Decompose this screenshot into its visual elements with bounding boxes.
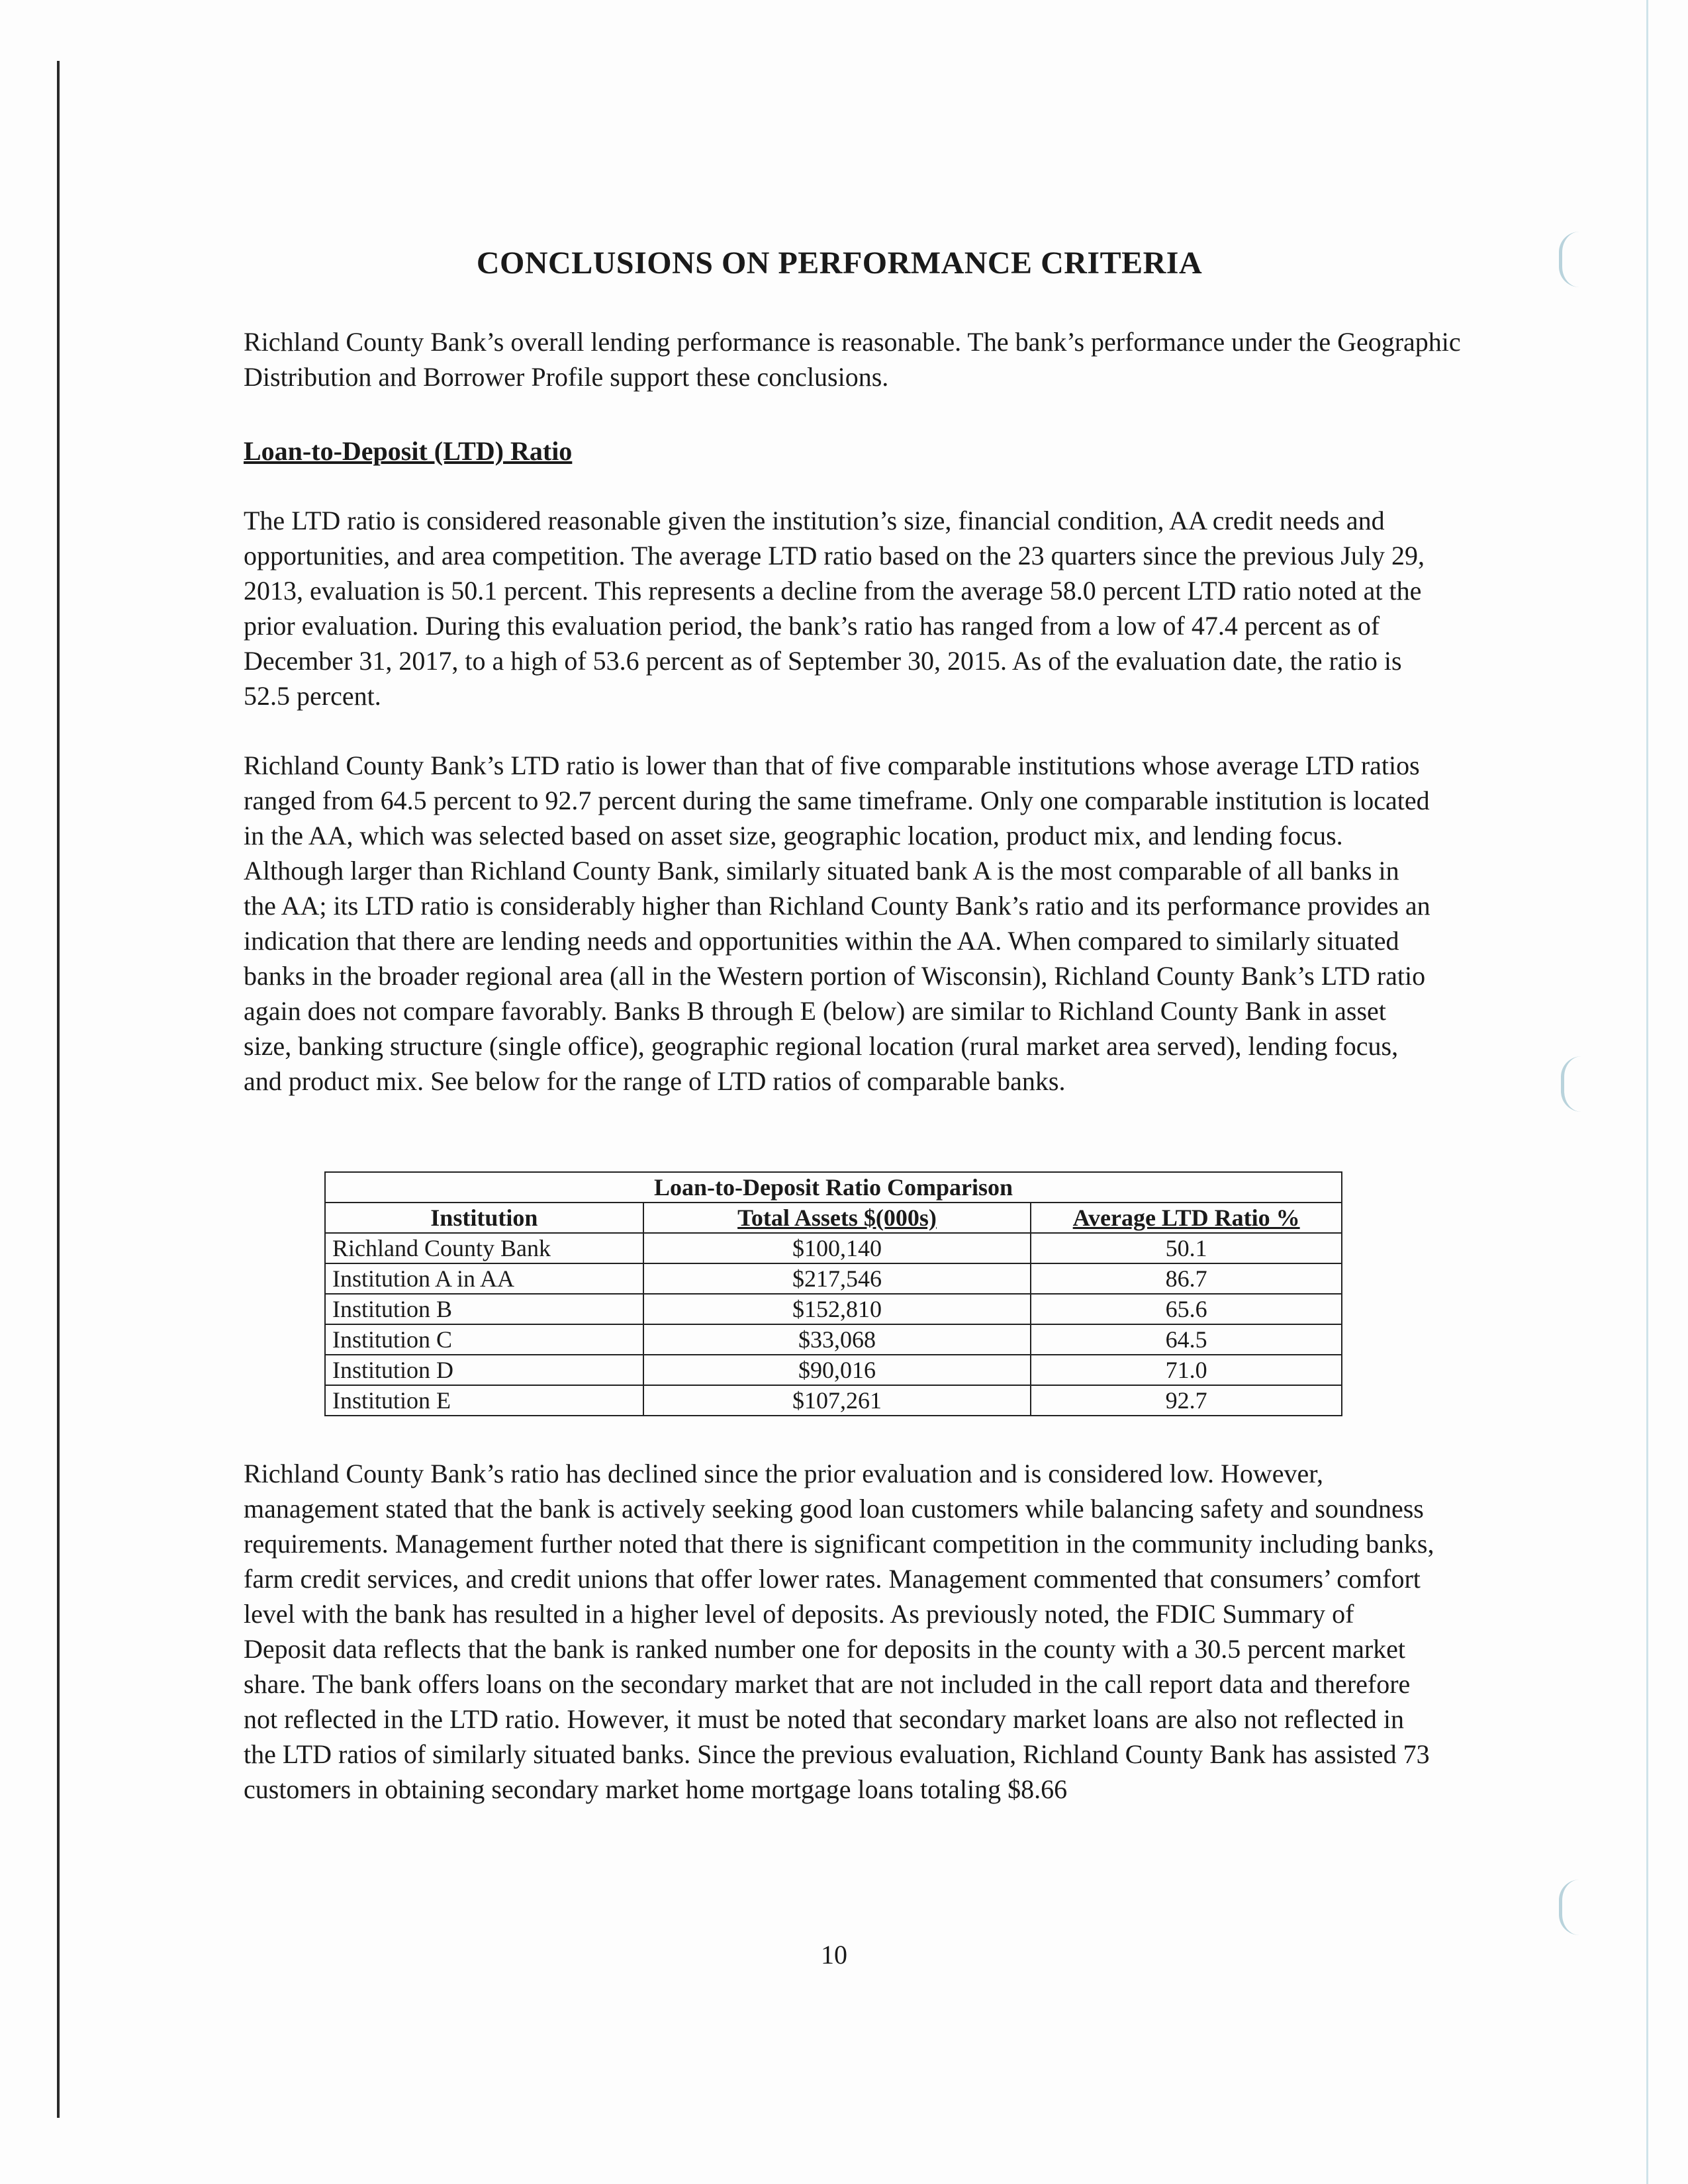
- header-total-assets: Total Assets $(000s): [643, 1203, 1031, 1233]
- table-row: [325, 1233, 1342, 1263]
- cell-average-ltd: 64.5: [1031, 1324, 1342, 1355]
- cell-institution: Institution A in AA: [325, 1263, 643, 1294]
- table-row: [325, 1324, 1342, 1355]
- cell-institution: Institution B: [325, 1294, 643, 1324]
- page-title: CONCLUSIONS ON PERFORMANCE CRITERIA: [476, 246, 1203, 281]
- section-heading: Loan-to-Deposit (LTD) Ratio: [244, 436, 573, 466]
- table-header-row: [325, 1203, 1342, 1233]
- header-average-ltd: Average LTD Ratio %: [1031, 1203, 1342, 1233]
- table-row: [325, 1355, 1342, 1385]
- ltd-paragraph-3: Richland County Bank’s ratio has declined since the prior evaluation and is considered low. However, management stated that the bank is actively seeking good loan customers while balancing safety and soundness requirements. Management further noted that there is significant competition in the community including banks, farm credit services, and credit unions that offer lower rates. Management commented that consumers’ comfort level with the bank has resulted in a higher level of deposits. As previously noted, the FDIC Summary of Deposit data reflects that the bank is ranked number one for deposits in the county with a 30.5 percent market share. The bank offers loans on the secondary market that are not included in the call report data and therefore not reflected in the LTD ratio. However, it must be noted that secondary market loans are also not reflected in the LTD ratios of similarly situated banks. Since the previous evaluation, Richland County Bank has assisted 73 customers in obtaining secondary market home mortgage loans totaling $8.66: [244, 1459, 1434, 1804]
- cell-total-assets: $100,140: [643, 1233, 1031, 1263]
- scan-left-rule: [57, 61, 60, 2118]
- cell-total-assets: $107,261: [643, 1385, 1031, 1416]
- intro-paragraph: Richland County Bank’s overall lending performance is reasonable. The bank’s performance under the Geographic Distribution and Borrower Profile support these conclusions.: [244, 327, 1461, 392]
- table-caption-row: [325, 1172, 1342, 1203]
- cell-average-ltd: 50.1: [1031, 1233, 1342, 1263]
- cell-average-ltd: 86.7: [1031, 1263, 1342, 1294]
- cell-institution: Institution D: [325, 1355, 643, 1385]
- cell-institution: Richland County Bank: [325, 1233, 643, 1263]
- punch-hole-top: [1559, 232, 1579, 287]
- cell-institution: Institution C: [325, 1324, 643, 1355]
- punch-hole-bottom: [1559, 1880, 1579, 1935]
- cell-average-ltd: 65.6: [1031, 1294, 1342, 1324]
- table-row: [325, 1294, 1342, 1324]
- page-number: 10: [821, 1940, 847, 1970]
- cell-average-ltd: 71.0: [1031, 1355, 1342, 1385]
- table-row: [325, 1385, 1342, 1416]
- cell-total-assets: $90,016: [643, 1355, 1031, 1385]
- ltd-paragraph-2: Richland County Bank’s LTD ratio is lower than that of five comparable institutions whose average LTD ratios ranged from 64.5 percent to 92.7 percent during the same timeframe. Only one comparable institution is located in the AA, which was selected based on asset size, geographic location, product mix, and lending focus. Although larger than Richland County Bank, similarly situated bank A is the most comparable of all banks in the AA; its LTD ratio is considerably higher than Richland County Bank’s ratio and its performance provides an indication that there are lending needs and opportunities within the AA. When compared to similarly situated banks in the broader regional area (all in the Western portion of Wisconsin), Richland County Bank’s LTD ratio again does not compare favorably. Banks B through E (below) are similar to Richland County Bank in asset size, banking structure (single office), geographic regional location (rural market area served), lending focus, and product mix. See below for the range of LTD ratios of comparable banks.: [244, 751, 1430, 1096]
- header-institution: Institution: [325, 1203, 643, 1233]
- ltd-comparison-table: [324, 1171, 1342, 1416]
- cell-total-assets: $33,068: [643, 1324, 1031, 1355]
- cell-total-assets: $152,810: [643, 1294, 1031, 1324]
- table-row: [325, 1263, 1342, 1294]
- ltd-paragraph-1: The LTD ratio is considered reasonable given the institution’s size, financial condition, AA credit needs and opportunities, and area competition. The average LTD ratio based on the 23 quarters since the previous July 29, 2013, evaluation is 50.1 percent. This represents a decline from the average 58.0 percent LTD ratio noted at the prior evaluation. During this evaluation period, the bank’s ratio has ranged from a low of 47.4 percent as of December 31, 2017, to a high of 53.6 percent as of September 30, 2015. As of the evaluation date, the ratio is 52.5 percent.: [244, 506, 1425, 711]
- cell-average-ltd: 92.7: [1031, 1385, 1342, 1416]
- cell-institution: Institution E: [325, 1385, 643, 1416]
- punch-hole-middle: [1561, 1056, 1581, 1112]
- cell-total-assets: $217,546: [643, 1263, 1031, 1294]
- table-caption: Loan-to-Deposit Ratio Comparison: [325, 1172, 1342, 1203]
- scan-right-edge: [1646, 0, 1648, 2184]
